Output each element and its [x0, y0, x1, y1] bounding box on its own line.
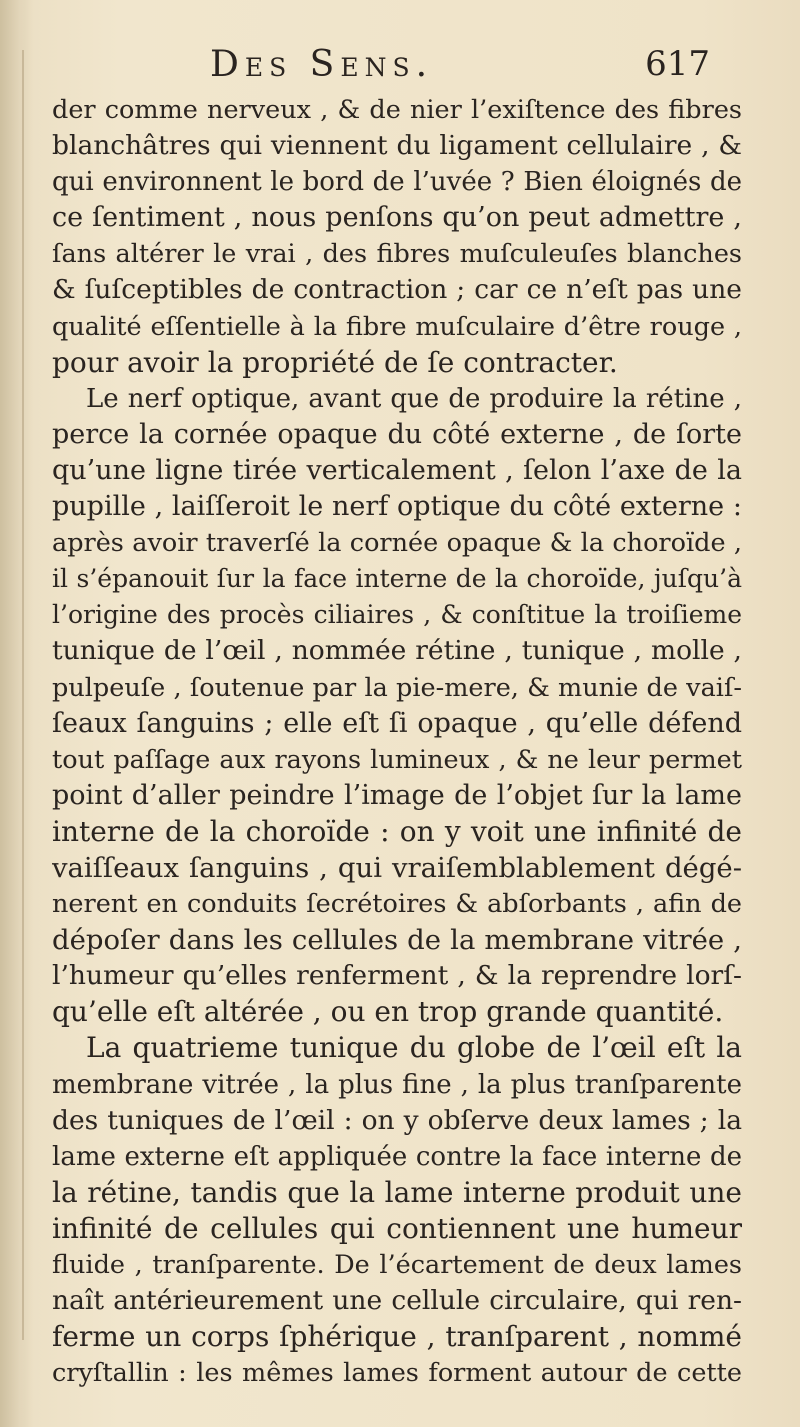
text-line: ſans altérer le vrai , des fibres muſculeuſes blanches: [52, 239, 742, 270]
binding-edge: [22, 50, 24, 1340]
text-line: ſeaux ſanguins ; elle eſt ſi opaque , qu’elle défend: [52, 707, 742, 739]
paragraph-start-line: Le nerf optique, avant que de produire la rétine ,: [86, 383, 742, 414]
text-line: cryſtallin : les mêmes lames forment autour de cette: [52, 1358, 742, 1389]
text-line: la rétine, tandis que la lame interne produit une: [52, 1175, 742, 1209]
text-line: nerent en conduits ſecrétoires & abſorbants , afin de: [52, 889, 742, 920]
text-line: tout paſſage aux rayons lumineux , & ne leur permet: [52, 744, 742, 775]
page-number: 617: [645, 44, 710, 84]
text-line: tunique de l’œil , nommée rétine , tunique , molle ,: [52, 635, 742, 667]
text-line: & ſuſceptibles de contraction ; car ce n’eſt pas une: [52, 274, 742, 306]
text-line: point d’aller peindre l’image de l’objet ſur la lame: [52, 779, 742, 811]
text-line: il s’épanouit ſur la face interne de la choroïde, juſqu’à: [52, 564, 742, 594]
text-line: fluide , tranſparente. De l’écartement de deux lames: [52, 1250, 742, 1280]
text-line: vaiſſeaux ſanguins , qui vraiſemblablement dégé-: [52, 851, 742, 884]
text-line: après avoir traverſé la cornée opaque & la choroïde ,: [52, 528, 742, 559]
text-line: des tuniques de l’œil : on y obſerve deux lames ; la: [52, 1104, 742, 1136]
running-title: Des Sens.: [210, 44, 434, 85]
text-line: qu’elle eſt altérée , ou en trop grande quantité.: [52, 995, 724, 1029]
text-line: ferme un corps ſphérique , tranſparent , nommé: [52, 1320, 742, 1354]
text-line: pupille , laiſſeroit le nerf optique du côté externe :: [52, 491, 742, 523]
text-line: dépoſer dans les cellules de la membrane vitrée ,: [52, 924, 742, 957]
text-line: pour avoir la propriété de ſe contracter.: [52, 345, 618, 379]
text-line: l’origine des procès ciliaires , & conſtitue la troiſieme: [52, 600, 742, 630]
text-line: ce ſentiment , nous penſons qu’on peut admettre ,: [52, 202, 742, 234]
text-line: qui environnent le bord de l’uvée ? Bien éloignés de: [52, 167, 742, 198]
body-text: [52, 92, 742, 1391]
text-line: interne de la choroïde : on y voit une infinité de: [52, 814, 742, 848]
text-line: der comme nerveux , & de nier l’exiſtence des fibres: [52, 95, 742, 125]
page-header: [90, 42, 710, 92]
text-line: membrane vitrée , la plus fine , la plus tranſparente: [52, 1069, 742, 1100]
page-gutter: [0, 0, 34, 1427]
paragraph-start-line: La quatrieme tunique du globe de l’œil eſt la: [86, 1031, 742, 1065]
text-line: l’humeur qu’elles renferment , & la reprendre lorſ-: [52, 960, 742, 992]
text-line: infinité de cellules qui contiennent une humeur: [52, 1211, 742, 1245]
text-line: lame externe eſt appliquée contre la face interne de: [52, 1141, 742, 1172]
text-line: qualité eſſentielle à la fibre muſculaire d’être rouge ,: [52, 311, 742, 342]
text-line: perce la cornée opaque du côté externe , de ſorte: [52, 418, 742, 450]
text-line: naît antérieurement une cellule circulaire, qui ren-: [52, 1285, 742, 1317]
text-line: blanchâtres qui viennent du ligament cellulaire , &: [52, 130, 742, 162]
text-line: pulpeuſe , ſoutenue par la pie-mere, & munie de vaiſ-: [52, 672, 742, 703]
text-line: qu’une ligne tirée verticalement , ſelon l’axe de la: [52, 454, 742, 486]
